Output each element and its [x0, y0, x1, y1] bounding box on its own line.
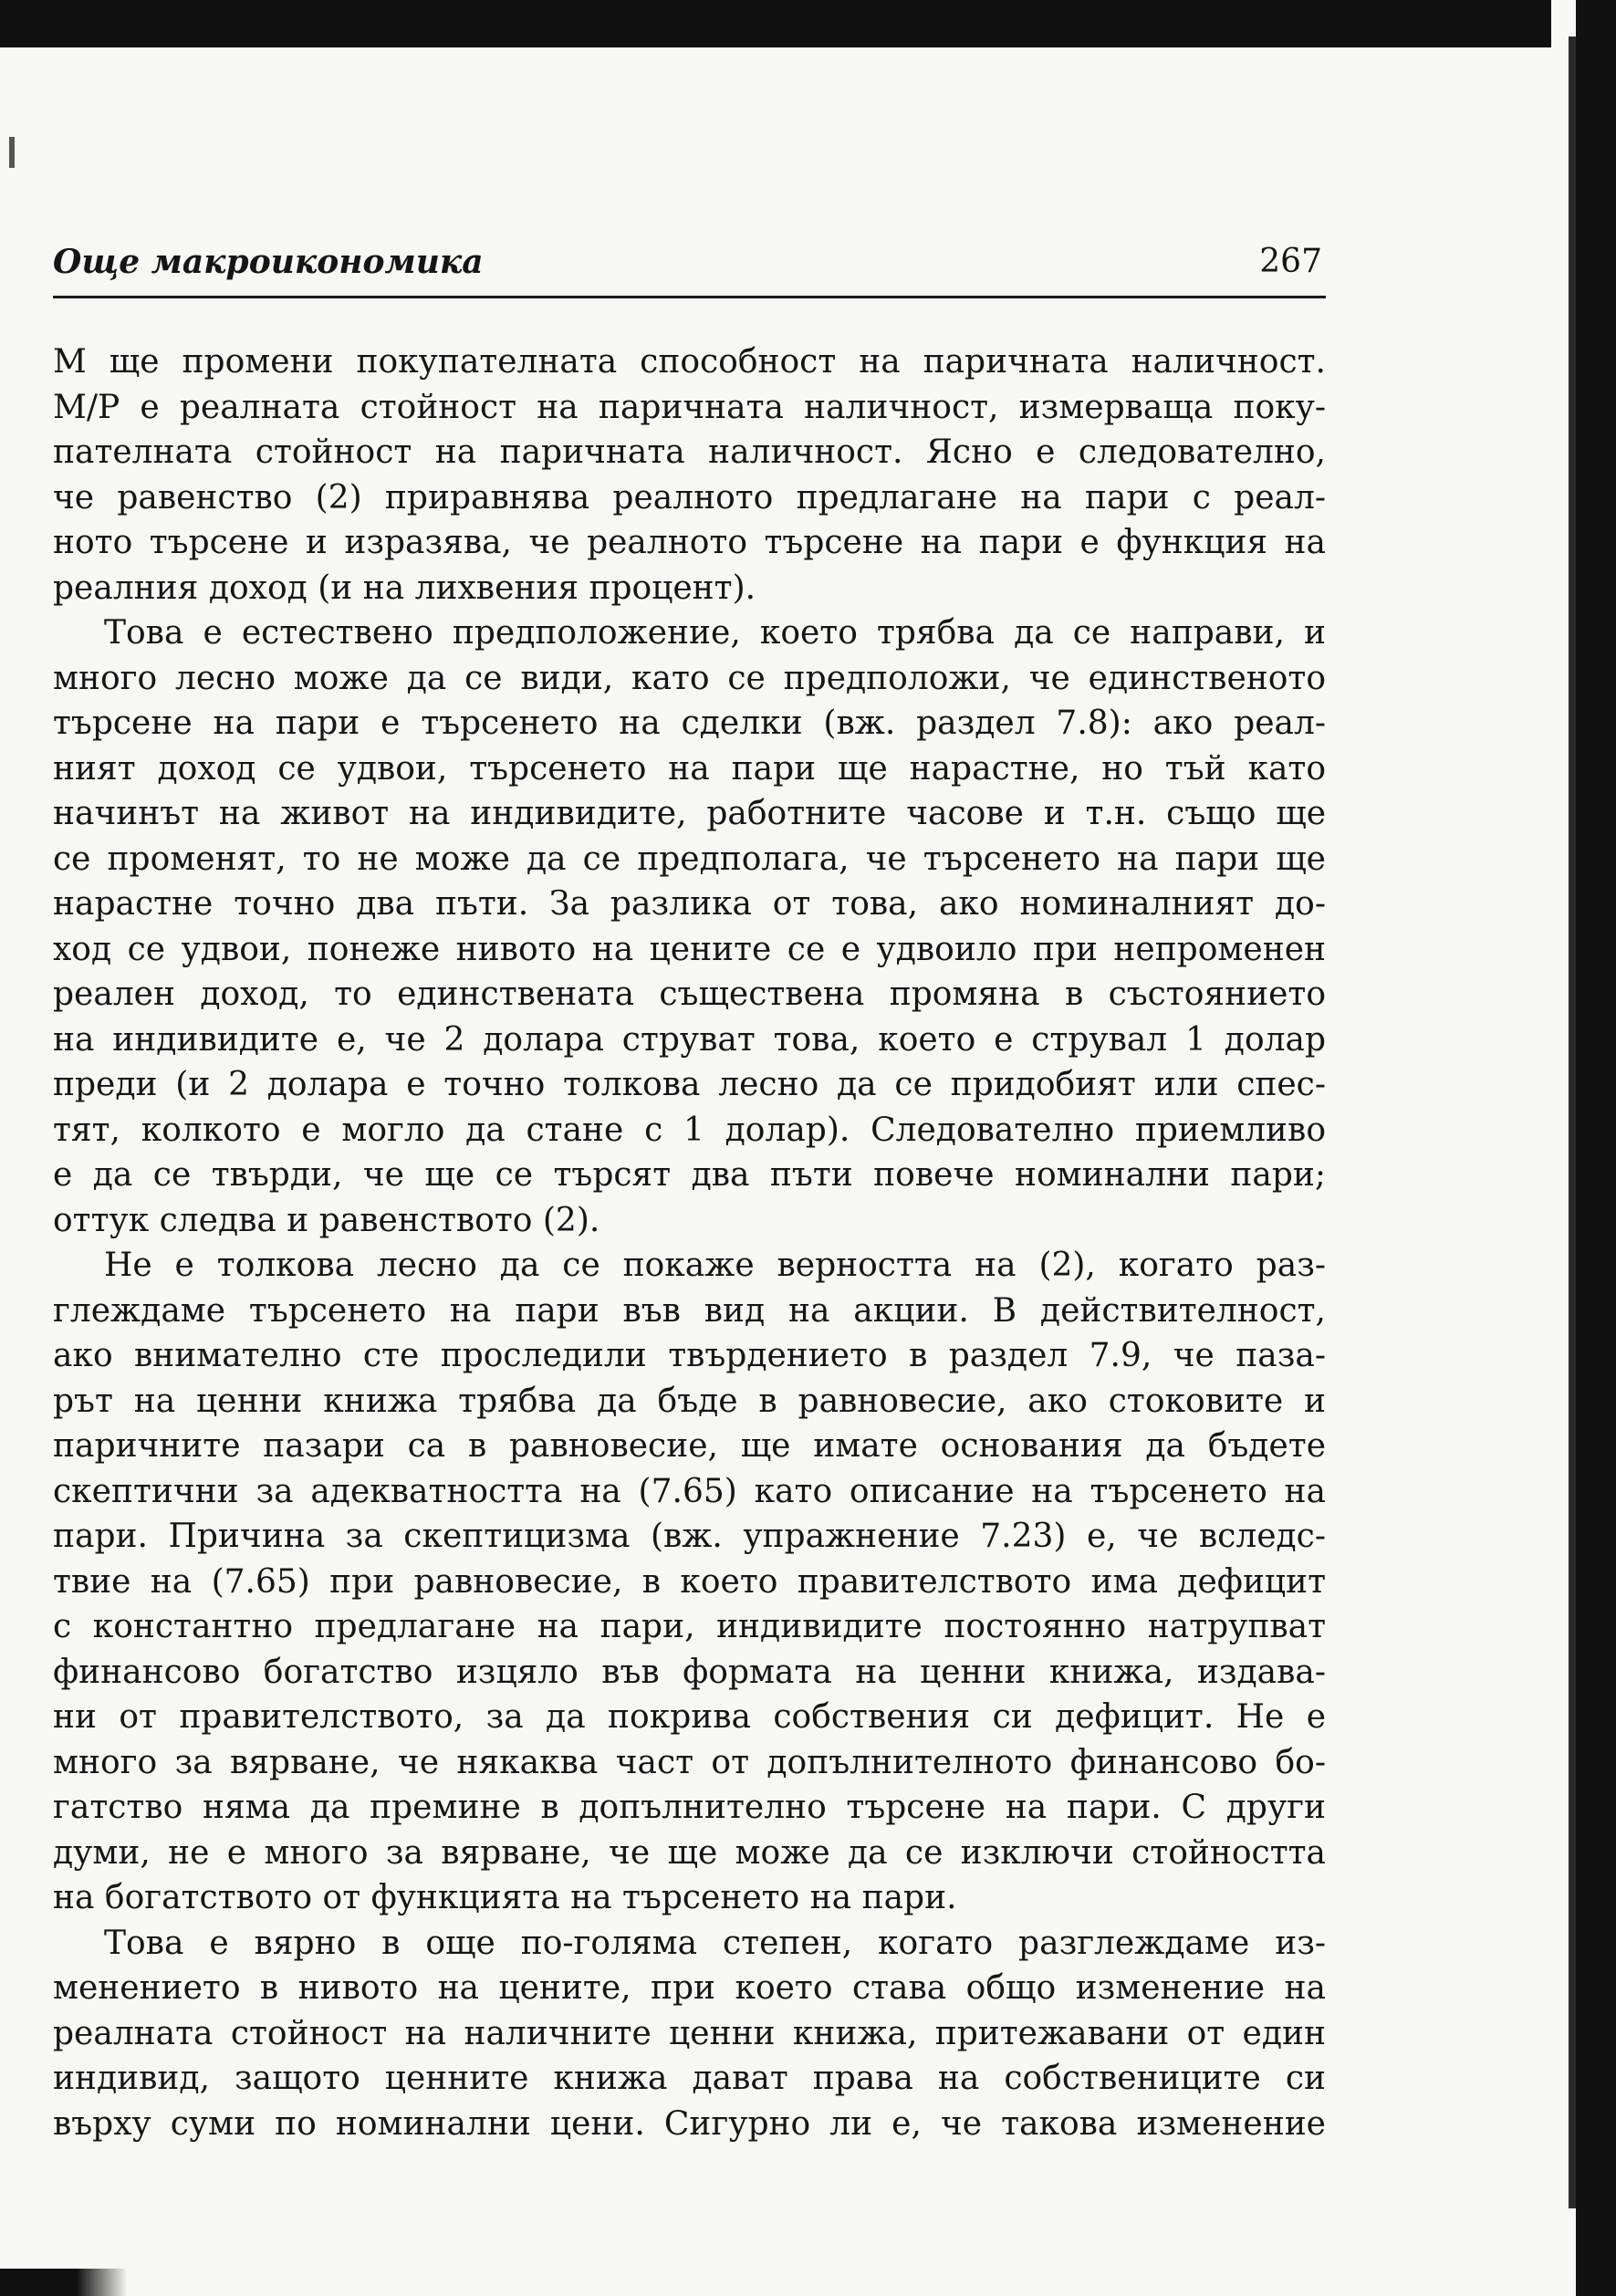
text-line: на индивидите е, че 2 долара струват това, което е струвал 1 долар — [53, 1020, 1326, 1059]
text-line: думи, не е много за вярване, че ще може да се изключи стойността — [53, 1833, 1326, 1872]
running-title: Още макроикономика — [53, 243, 484, 281]
text-line: Не е толкова лесно да се покаже верността на (2), когато раз- — [104, 1247, 1326, 1284]
scan-mark-top-left — [9, 137, 15, 168]
text-line: паричните пазари са в равновесие, ще имате основания да бъдете — [53, 1427, 1326, 1465]
text-line: реалната стойност на наличните ценни книжа, притежавани от един — [53, 2014, 1326, 2052]
text-line: M ще промени покупателната способност на паричната наличност. — [53, 343, 1326, 381]
text-line: на богатството от функцията на търсенето на пари. — [53, 1879, 957, 1916]
text-line: оттук следва и равенството (2). — [53, 1201, 600, 1239]
text-line: пари. Причина за скептицизма (вж. упражнение 7.23) е, че вследс- — [53, 1518, 1326, 1555]
text-line: менението в нивото на цените, при което става общо изменение на — [53, 1969, 1326, 2007]
text-line: скептични за адекватността на (7.65) като описание на търсенето на — [53, 1472, 1326, 1510]
text-line: ако внимателно сте проследили твърдението в раздел 7.9, че паза- — [53, 1337, 1326, 1374]
text-line: индивид, защото ценните книжа дават права на собствениците си — [53, 2060, 1326, 2097]
scan-border-top — [0, 0, 1551, 47]
text-line: M/P е реалната стойност на паричната наличност, измерваща поку- — [53, 388, 1326, 426]
text-line: ни от правителството, за да покрива собствения си дефицит. Не е — [53, 1698, 1326, 1736]
text-line: Това е вярно в още по-голяма степен, когато разглеждаме из- — [104, 1924, 1326, 1962]
running-header — [53, 239, 1326, 298]
text-line: реален доход, то единствената съществена промяна в състоянието — [53, 976, 1326, 1013]
text-line: финансово богатство изцяло във формата на ценни книжа, издава- — [53, 1653, 1326, 1691]
text-line: ният доход се удвои, търсенето на пари ще нарастне, но тъй като — [53, 749, 1326, 788]
text-line: пателната стойност на паричната наличност. Ясно е следователно, — [53, 433, 1326, 471]
text-line: с константно предлагане на пари, индивидите постоянно натрупват — [53, 1608, 1326, 1645]
text-line: върху суми по номинални цени. Сигурно ли е, че такова изменение — [53, 2104, 1326, 2143]
scan-shadow-right — [1569, 37, 1576, 2208]
text-line: търсене на пари е търсенето на сделки (вж. раздел 7.8): ако реал- — [53, 704, 1326, 742]
page-number: 267 — [1259, 243, 1322, 280]
scan-border-right — [1576, 0, 1616, 2296]
text-line: се променят, то не може да се предполага, че търсенето на пари ще — [53, 840, 1326, 878]
text-line: преди (и 2 долара е точно толкова лесно да се придобият или спес- — [53, 1066, 1326, 1103]
text-line: гатство няма да премине в допълнително търсене на пари. С други — [53, 1789, 1326, 1826]
text-line: Това е естествено предположение, което трябва да се направи, и — [104, 614, 1326, 652]
text-line: нарастне точно два пъти. За разлика от това, ако номиналният до- — [53, 885, 1326, 923]
scan-corner-bottom-left — [0, 2269, 128, 2296]
text-line: реалния доход (и на лихвения процент). — [53, 569, 756, 607]
text-line: рът на ценни книжа трябва да бъде в равновесие, ако стоковите и — [53, 1382, 1326, 1420]
text-line: много лесно може да се види, като се предположи, че единственото — [53, 659, 1326, 697]
text-line: ход се удвои, понеже нивото на цените се е удвоило при непроменен — [53, 930, 1326, 968]
text-line: че равенство (2) приравнява реалното предлагане на пари с реал- — [53, 478, 1326, 517]
text-line: твие на (7.65) при равновесие, в което правителството има дефицит — [53, 1562, 1326, 1601]
text-line: тят, колкото е могло да стане с 1 долар). Следователно приемливо — [53, 1111, 1326, 1149]
text-line: ното търсене и изразява, че реалното търсене на пари е функция на — [53, 524, 1326, 561]
text-line: много за вярване, че някаква част от допълнителното финансово бо- — [53, 1743, 1326, 1781]
body-text — [53, 339, 1326, 2146]
text-line: е да се твърди, че ще се търсят два пъти повече номинални пари; — [53, 1156, 1326, 1194]
text-line: глеждаме търсенето на пари във вид на акции. В действителност, — [53, 1291, 1326, 1330]
text-line: начинът на живот на индивидите, работните часове и т.н. също ще — [53, 795, 1326, 832]
